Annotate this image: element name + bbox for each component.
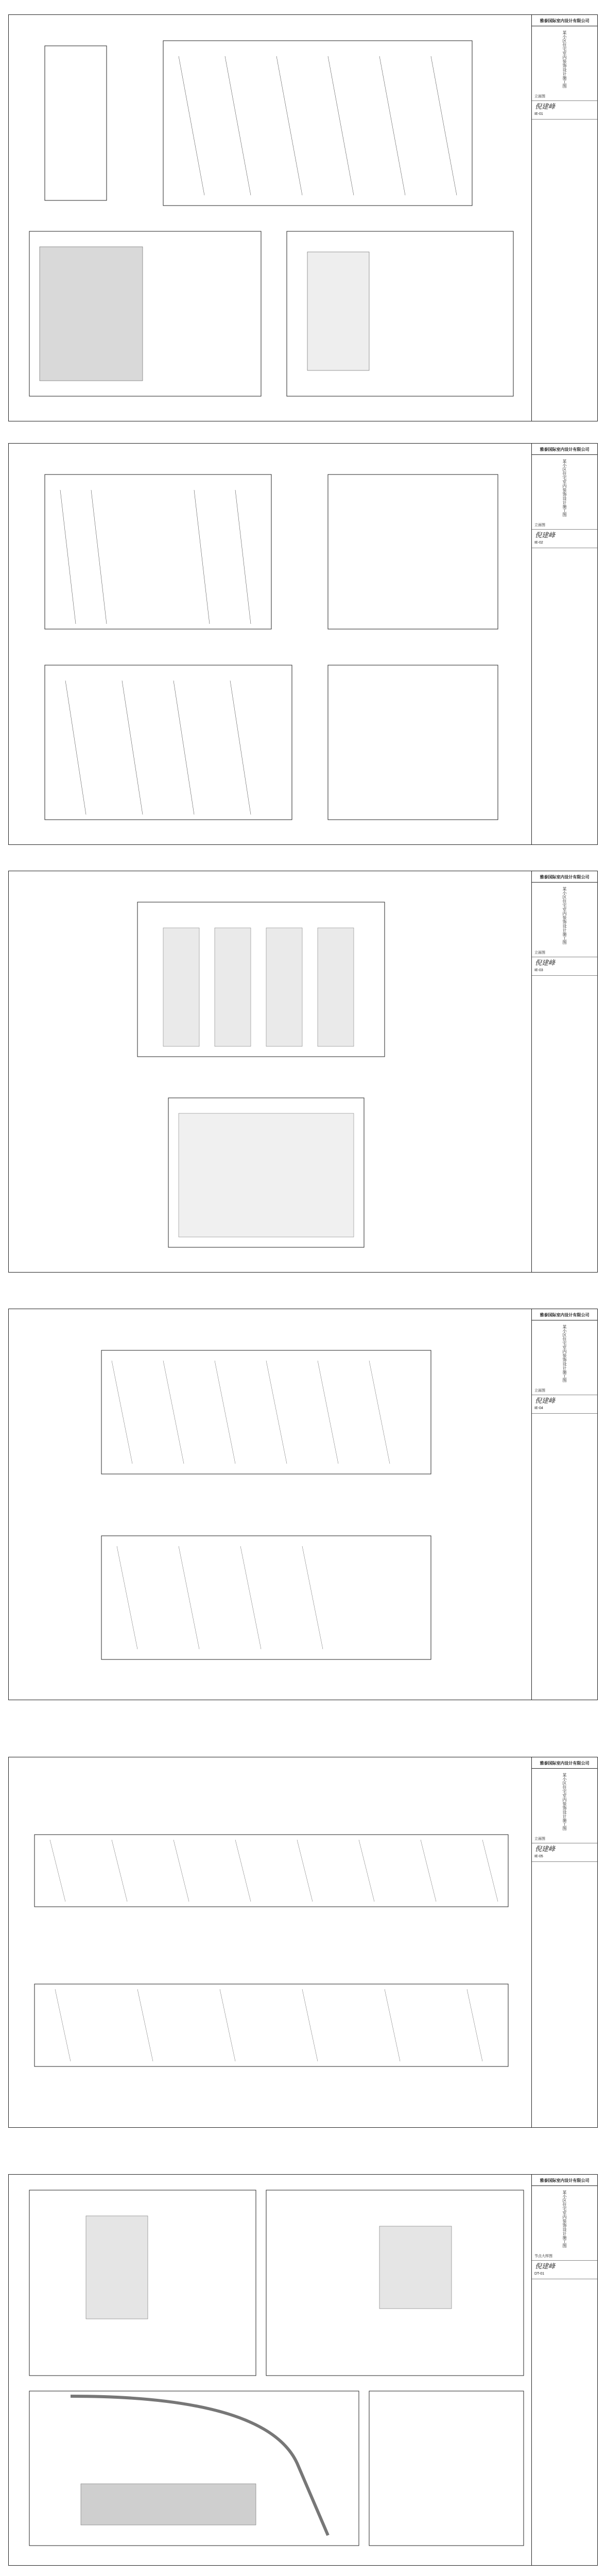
drawing-sheet-5 [8, 1757, 598, 2128]
designer-signature: 倪建峰 [535, 1397, 556, 1405]
drawing-sheet-3 [8, 871, 598, 1273]
title-block [531, 871, 597, 1272]
elevation-drawings-sheet-1 [9, 15, 531, 422]
sheet-number: DT-01 [532, 2270, 597, 2279]
drawing-sheet-4 [8, 1309, 598, 1700]
sheet-number: IE-01 [532, 111, 597, 120]
drawing-name: 立面图 [532, 521, 597, 530]
drawing-sheet-6 [8, 2174, 598, 2566]
company-name: 雅泰国际室内设计有限公司 [532, 15, 597, 26]
company-name: 雅泰国际室内设计有限公司 [532, 1309, 597, 1320]
project-name: 某小区住宅室内装饰设计施工图 [562, 30, 567, 88]
drawing-sheet-1 [8, 14, 598, 421]
designer-signature: 倪建峰 [535, 959, 556, 967]
company-name: 雅泰国际室内设计有限公司 [532, 1757, 597, 1769]
sheet-number: IE-02 [532, 539, 597, 548]
project-name: 某小区住宅室内装饰设计施工图 [562, 459, 567, 517]
company-name: 雅泰国际室内设计有限公司 [532, 2175, 597, 2186]
company-name: 雅泰国际室内设计有限公司 [532, 871, 597, 883]
drawing-name: 立面图 [532, 1386, 597, 1395]
project-name: 某小区住宅室内装饰设计施工图 [562, 887, 567, 944]
elevation-drawings-sheet-5 [9, 1757, 531, 2128]
designer-signature: 倪建峰 [535, 1845, 556, 1853]
designer-signature: 倪建峰 [535, 103, 556, 111]
detail-drawings-sheet-6 [9, 2175, 531, 2566]
project-name: 某小区住宅室内装饰设计施工图 [562, 1773, 567, 1831]
elevation-drawings-sheet-4 [9, 1309, 531, 1701]
title-block [531, 2175, 597, 2565]
project-name: 某小区住宅室内装饰设计施工图 [562, 2190, 567, 2248]
elevation-drawings-sheet-2 [9, 444, 531, 845]
sheet-number: IE-05 [532, 1853, 597, 1862]
title-block [531, 1757, 597, 2127]
designer-signature: 倪建峰 [535, 532, 556, 539]
drawing-sheet-2 [8, 443, 598, 845]
title-block [531, 444, 597, 844]
sheet-number: IE-03 [532, 967, 597, 976]
title-block [531, 1309, 597, 1700]
sheet-number: IE-04 [532, 1405, 597, 1414]
drawing-name: 节点大样图 [532, 2252, 597, 2261]
designer-signature: 倪建峰 [535, 2263, 556, 2270]
drawing-name: 立面图 [532, 1835, 597, 1843]
company-name: 雅泰国际室内设计有限公司 [532, 444, 597, 455]
drawing-name: 立面图 [532, 948, 597, 957]
drawing-name: 立面图 [532, 92, 597, 101]
title-block [531, 15, 597, 421]
project-name: 某小区住宅室内装饰设计施工图 [562, 1325, 567, 1382]
elevation-drawings-sheet-3 [9, 871, 531, 1273]
